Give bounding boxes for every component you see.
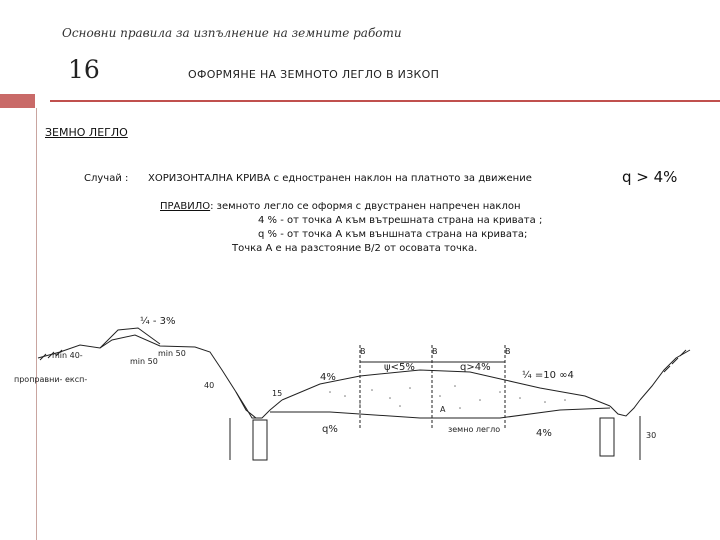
rule-title: ПРАВИЛО: [160, 201, 211, 212]
rule-line-1: : земното легло се оформя с двустранен напречен наклон: [210, 201, 521, 212]
label-h40: 40: [204, 381, 215, 390]
rule-line-4: Точка А е на разстояние В/2 от осовата точка.: [232, 243, 478, 254]
right-ditch: [610, 400, 640, 416]
label-right: ¼ =10 ∞4: [522, 370, 574, 381]
right-terrain-line: [640, 350, 690, 400]
label-h30: 30: [646, 431, 657, 440]
case-label: Случай :: [84, 173, 129, 184]
accent-square: [0, 94, 35, 108]
label-min40: min 40-: [52, 351, 83, 360]
rule-block: [160, 200, 542, 256]
left-upper-slope: [100, 328, 160, 348]
label-b-left: B: [360, 347, 366, 356]
right-drain-block: [600, 418, 614, 456]
accent-divider: [50, 100, 720, 102]
label-b-right: B: [505, 347, 511, 356]
slide-heading: ОФОРМЯНЕ НА ЗЕМНОТО ЛЕГЛО В ИЗКОП: [188, 68, 440, 81]
cross-section-drawing: [0, 300, 720, 540]
presentation-title: Основни правила за изпълнение на земните работи: [62, 26, 402, 40]
left-drain-block: [253, 420, 267, 460]
rule-line-2: 4 % - от точка А към вътрешната страна на кривата ;: [258, 215, 543, 226]
label-min50-a: min 50: [158, 349, 186, 358]
rule-line-3: q % - от точка А към външната страна на кривата;: [258, 229, 528, 240]
label-4pct-left: 4%: [320, 372, 336, 383]
label-4pct-mid: 4%: [536, 428, 552, 439]
section-title: ЗЕМНО ЛЕГЛО: [45, 126, 128, 139]
label-q-center: q>4%: [460, 362, 491, 373]
label-earthbed: земно легло: [448, 425, 501, 434]
case-text: ХОРИЗОНТАЛНА КРИВА с едностранен наклон на платното за движение: [148, 173, 532, 184]
label-q-bottom: q%: [322, 424, 338, 435]
label-left-slope: ¼ - 3%: [140, 316, 176, 327]
label-h15: 15: [272, 389, 283, 398]
label-left-side: проправни- експ-: [14, 375, 88, 384]
label-b-center: B: [432, 347, 438, 356]
label-min50-b: min 50: [130, 357, 158, 366]
case-condition: q > 4%: [622, 168, 678, 186]
slide-number: 16: [68, 55, 100, 84]
label-point-a: A: [440, 405, 446, 414]
label-psi: ψ<5%: [384, 362, 415, 373]
